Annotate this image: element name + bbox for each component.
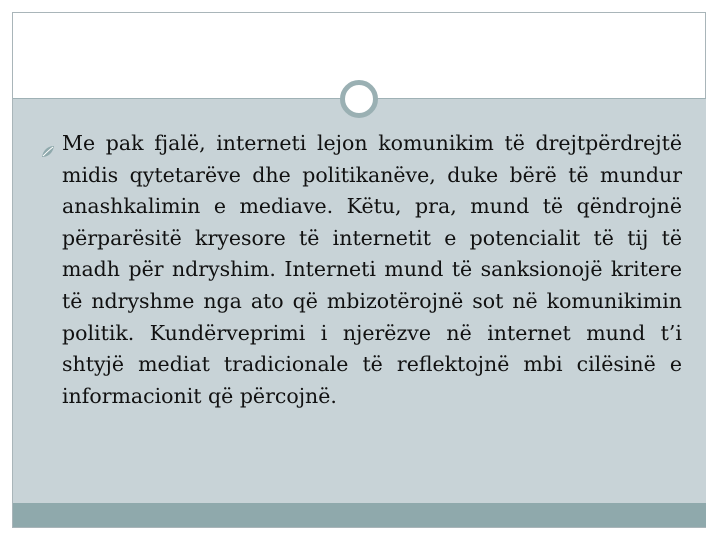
bullet-list — [38, 128, 682, 412]
bullet-text: Me pak fjalë, interneti lejon komunikim të drejtpërdrejtë midis qytetarëve dhe politikanëve, duke bërë të mundur anashkalimin e mediave. Këtu, pra, mund të qëndrojnë përparësitë kryesore të internetit e potencialit të tij të madh për ndryshim. Interneti mund të sanksionojë kritere të ndryshme nga ato që mbizotërojnë sot në komunikimin politik. Kundërveprimi i njerëzve në internet mund t’i shtyjë mediat tradicionale të reflektojnë mbi cilësinë e informacionit që përcojnë. — [62, 131, 682, 408]
footer-bar — [13, 503, 706, 527]
circle-ornament — [340, 80, 378, 118]
leaf-bullet-icon — [41, 137, 55, 151]
bullet-item — [38, 128, 682, 412]
